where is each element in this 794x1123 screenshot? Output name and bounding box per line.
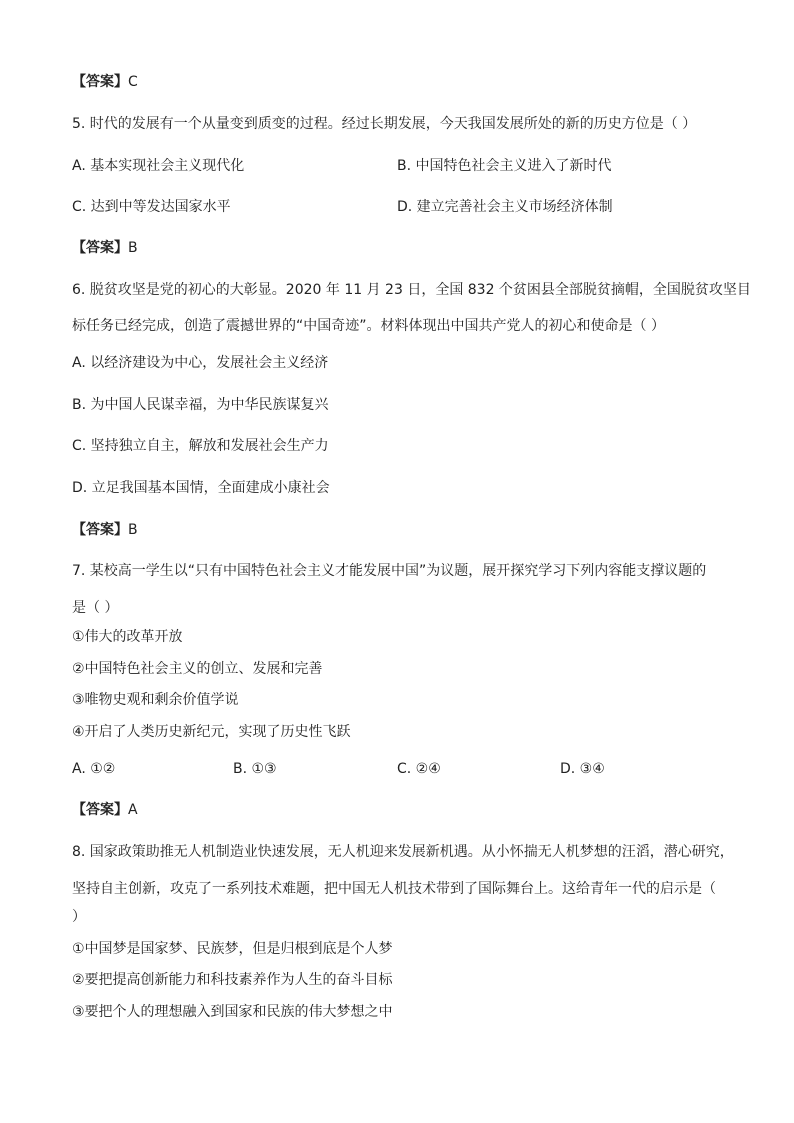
q8-item-2: ②要把提高创新能力和科技素养作为人生的奋斗目标: [72, 972, 393, 988]
q6-option-a: A. 以经济建设为中心，发展社会主义经济: [72, 355, 329, 371]
q7-option-b: B. ①③: [233, 761, 277, 777]
q7-option-a: A. ①②: [72, 761, 116, 777]
question-8-stem-line3: ）: [72, 909, 86, 925]
answer-q7: [72, 800, 138, 820]
answer-value: B: [128, 522, 138, 538]
answer-value: C: [128, 74, 138, 90]
question-8-stem-line2: 坚持自主创新，攻克了一系列技术难题，把中国无人机技术带到了国际舞台上。这给青年一代的启示是（: [72, 881, 716, 897]
q6-option-d: D. 立足我国基本国情，全面建成小康社会: [72, 480, 330, 496]
question-6-stem-line2: 标任务已经完成，创造了震撼世界的“中国奇迹”。材料体现出中国共产党人的初心和使命是（ ）: [72, 318, 665, 334]
q6-option-c: C. 坚持独立自主，解放和发展社会生产力: [72, 438, 329, 454]
answer-label: 【答案】: [72, 240, 128, 256]
q5-option-b: B. 中国特色社会主义进入了新时代: [397, 158, 612, 174]
question-7-stem-line2: 是（ ）: [72, 600, 119, 616]
q7-item-1: ①伟大的改革开放: [72, 629, 183, 645]
q5-option-c: C. 达到中等发达国家水平: [72, 199, 231, 215]
q8-item-1: ①中国梦是国家梦、民族梦，但是归根到底是个人梦: [72, 941, 393, 957]
answer-label: 【答案】: [72, 802, 128, 818]
answer-q4: [72, 72, 138, 92]
answer-q5: [72, 238, 138, 258]
q5-option-a: A. 基本实现社会主义现代化: [72, 158, 245, 174]
q7-item-4: ④开启了人类历史新纪元，实现了历史性飞跃: [72, 724, 351, 740]
answer-label: 【答案】: [72, 74, 128, 90]
question-8-stem-line1: 8. 国家政策助推无人机制造业快速发展，无人机迎来发展新机遇。从小怀揣无人机梦想的汪滔，潜心研究，: [72, 844, 734, 860]
q7-option-d: D. ③④: [560, 761, 605, 777]
q6-option-b: B. 为中国人民谋幸福，为中华民族谋复兴: [72, 397, 329, 413]
answer-value: B: [128, 240, 138, 256]
q8-item-3: ③要把个人的理想融入到国家和民族的伟大梦想之中: [72, 1004, 393, 1020]
answer-q6: [72, 520, 138, 540]
answer-label: 【答案】: [72, 522, 128, 538]
q7-item-2: ②中国特色社会主义的创立、发展和完善: [72, 661, 323, 677]
q7-option-c: C. ②④: [397, 761, 441, 777]
question-7-stem-line1: 7. 某校高一学生以“只有中国特色社会主义才能发展中国”为议题，展开探究学习下列内容能支撑议题的: [72, 563, 707, 579]
q5-option-d: D. 建立完善社会主义市场经济体制: [397, 199, 613, 215]
answer-value: A: [128, 802, 138, 818]
question-6-stem-line1: 6. 脱贫攻坚是党的初心的大彰显。2020 年 11 月 23 日，全国 832 个贫困县全部脱贫摘帽，全国脱贫攻坚目: [72, 282, 751, 298]
q7-item-3: ③唯物史观和剩余价值学说: [72, 692, 239, 708]
question-5-stem: 5. 时代的发展有一个从量变到质变的过程。经过长期发展，今天我国发展所处的新的历史方位是（ ）: [72, 116, 697, 132]
